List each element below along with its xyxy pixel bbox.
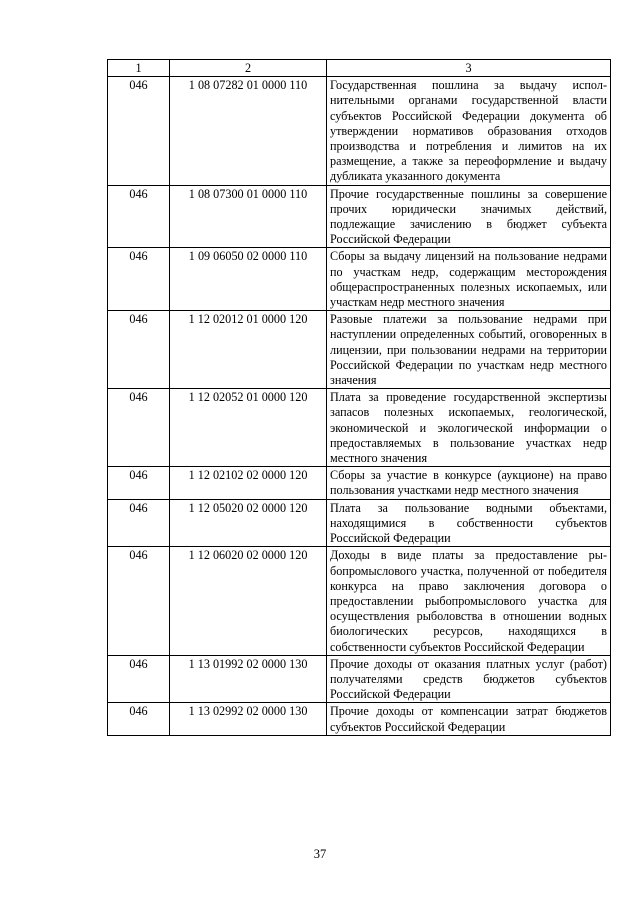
revenue-name: Плата за пользование водными объектами, находящимися в собственности субъектов Российской Федерации — [327, 499, 611, 547]
revenue-name: Сборы за участие в конкурсе (аукционе) на право пользования участками недр местного значения — [327, 467, 611, 499]
budget-classification-code: 1 12 06020 02 0000 120 — [170, 547, 327, 655]
column-header-2: 2 — [170, 60, 327, 77]
revenue-name: Разовые платежи за пользование недрами при наступлении определенных событий, оговоренных в лицензии, при пользовании недрами на территории Российской Федерации по участкам недр местного значения — [327, 311, 611, 389]
table-row — [108, 547, 611, 655]
table-row — [108, 389, 611, 467]
administrator-code: 046 — [108, 467, 170, 499]
administrator-code: 046 — [108, 185, 170, 248]
budget-classification-code: 1 12 02052 01 0000 120 — [170, 389, 327, 467]
budget-classification-code: 1 12 02102 02 0000 120 — [170, 467, 327, 499]
budget-classification-code: 1 08 07300 01 0000 110 — [170, 185, 327, 248]
administrator-code: 046 — [108, 77, 170, 185]
administrator-code: 046 — [108, 248, 170, 311]
table-row — [108, 703, 611, 735]
administrator-code: 046 — [108, 389, 170, 467]
administrator-code: 046 — [108, 311, 170, 389]
table-row — [108, 77, 611, 185]
budget-classification-code: 1 13 01992 02 0000 130 — [170, 655, 327, 703]
table-row — [108, 185, 611, 248]
table-row — [108, 311, 611, 389]
table-row — [108, 248, 611, 311]
revenue-name: Государственная пошлина за выдачу исполнительными органами государственной власти субъектов Российской Федерации документа об утверждении нормативов образования отходов производства и потребления и лимитов на их размещение, а также за переоформление и выдачу дубликата указанного документа — [327, 77, 611, 185]
budget-classification-code: 1 13 02992 02 0000 130 — [170, 703, 327, 735]
budget-classification-code: 1 08 07282 01 0000 110 — [170, 77, 327, 185]
column-header-1: 1 — [108, 60, 170, 77]
column-header-3: 3 — [327, 60, 611, 77]
table-row — [108, 499, 611, 547]
revenue-name: Прочие доходы от компенсации затрат бюджетов субъектов Российской Федерации — [327, 703, 611, 735]
revenue-name: Доходы в виде платы за предоставление рыбопромыслового участка, полученной от победителя конкурса на право заключения договора о предоставлении рыбопромыслового участка для осуществления рыболовства в отношении водных биологических ресурсов, находящихся в собственности субъектов Российской Федерации — [327, 547, 611, 655]
table-row — [108, 655, 611, 703]
administrator-code: 046 — [108, 499, 170, 547]
revenue-name: Сборы за выдачу лицензий на пользование недрами по участкам недр, содержащим месторождения общераспространенных полезных ископаемых, или участкам недр местного значения — [327, 248, 611, 311]
budget-classification-code: 1 12 05020 02 0000 120 — [170, 499, 327, 547]
administrator-code: 046 — [108, 703, 170, 735]
revenue-codes-table — [107, 59, 611, 736]
budget-classification-code: 1 09 06050 02 0000 110 — [170, 248, 327, 311]
table-header-row — [108, 60, 611, 77]
table-row — [108, 467, 611, 499]
budget-classification-code: 1 12 02012 01 0000 120 — [170, 311, 327, 389]
page-number: 37 — [313, 847, 327, 861]
revenue-name: Плата за проведение государственной экспертизы запасов полезных ископаемых, геологической, экономической и экологической информации о предоставляемых в пользование участках недр местного значения — [327, 389, 611, 467]
revenue-name: Прочие государственные пошлины за совершение прочих юридически значимых действий, подлежащие зачислению в бюджет субъекта Российской Федерации — [327, 185, 611, 248]
administrator-code: 046 — [108, 655, 170, 703]
revenue-name: Прочие доходы от оказания платных услуг (работ) получателями средств бюджетов субъектов Российской Федерации — [327, 655, 611, 703]
administrator-code: 046 — [108, 547, 170, 655]
